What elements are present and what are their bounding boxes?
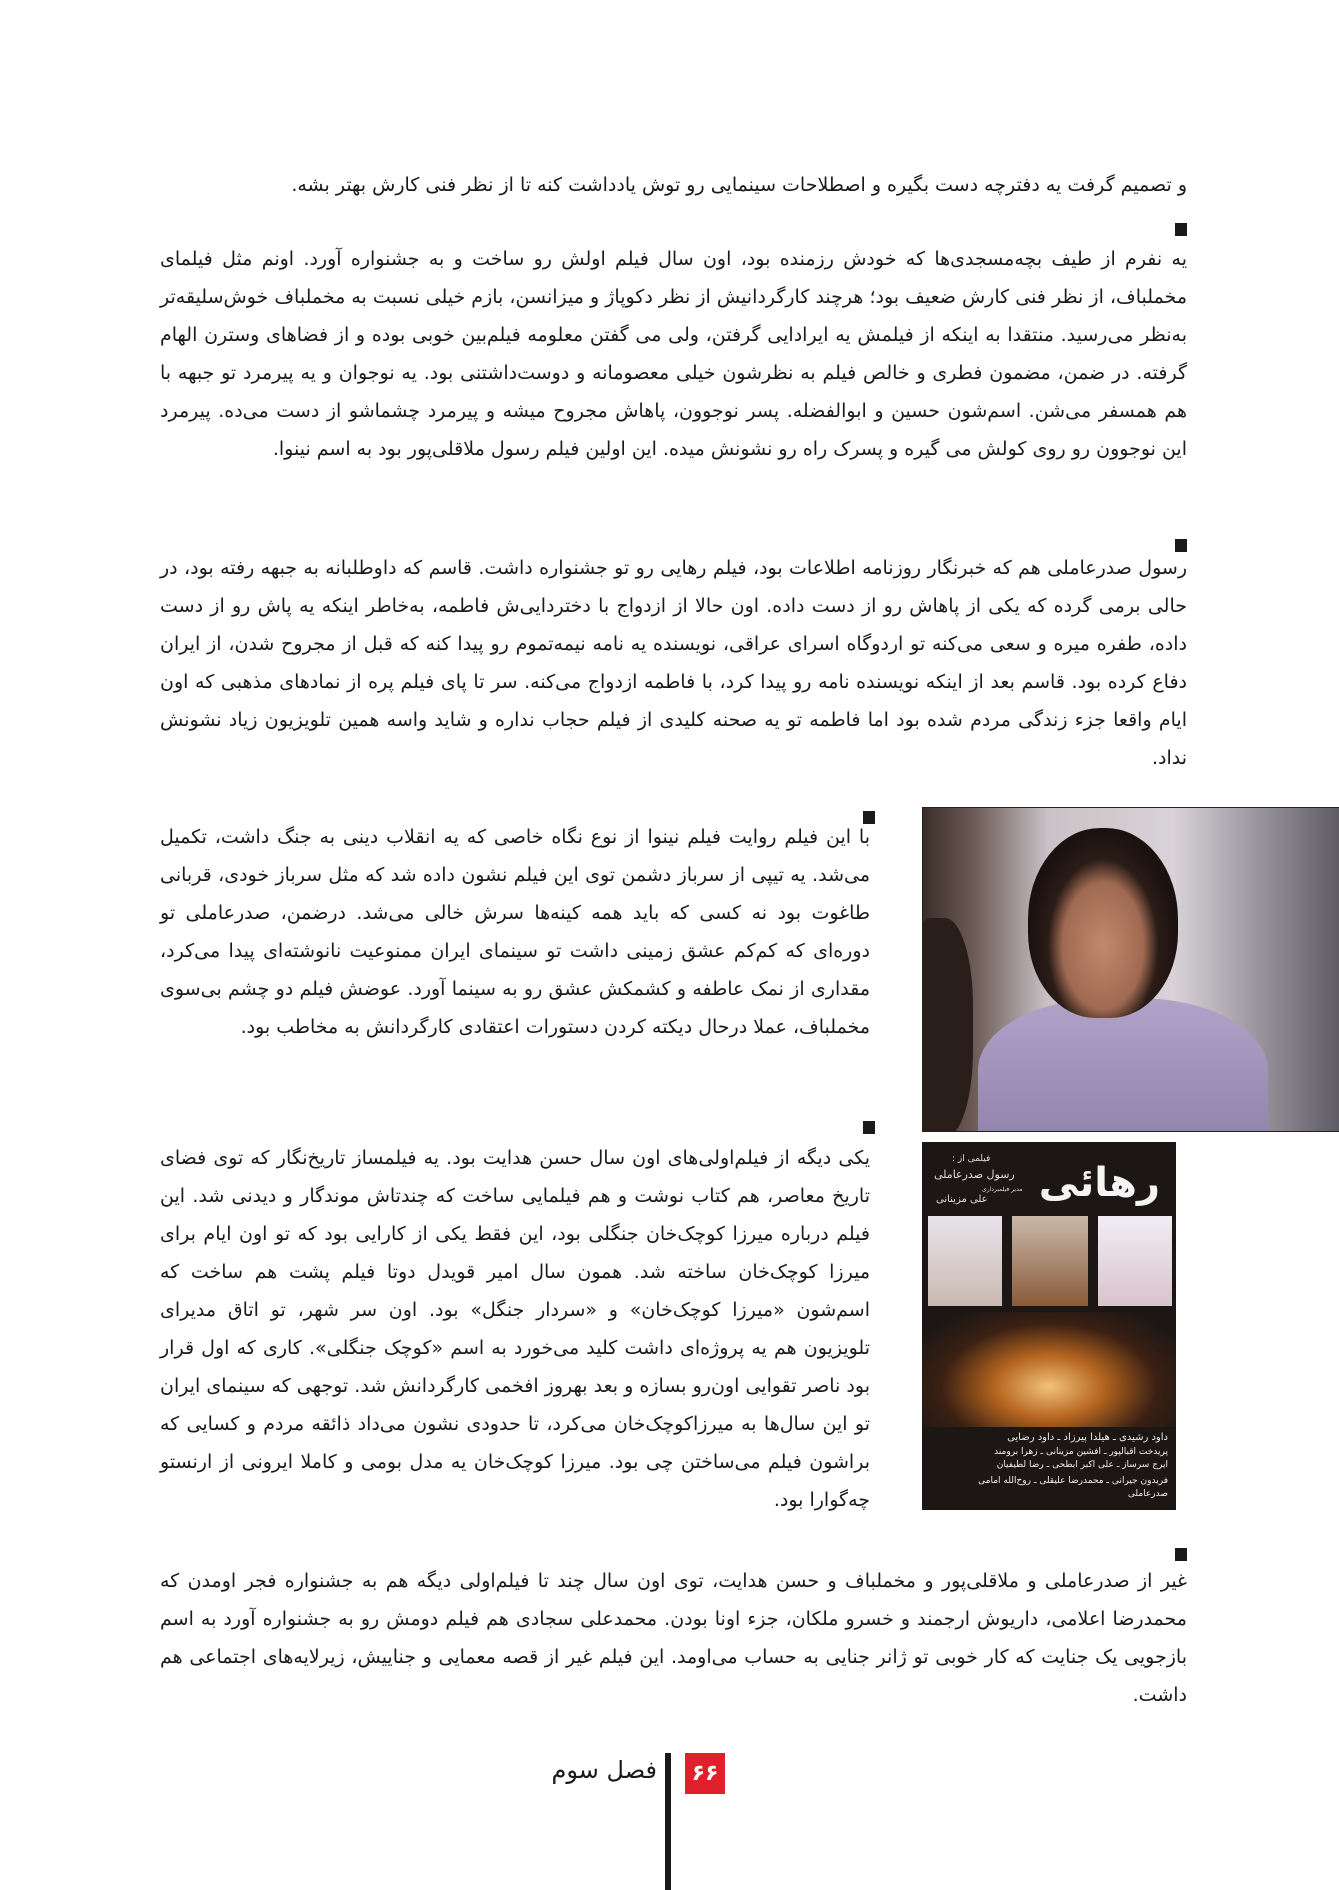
photo-shirt	[978, 998, 1268, 1132]
poster-director: رسول صدرعاملی	[934, 1168, 1015, 1181]
section-bullet	[863, 1121, 875, 1134]
poster-dop: علی مزینانی	[936, 1194, 988, 1205]
page-number: ۶۶	[685, 1753, 725, 1794]
film-poster	[922, 1142, 1176, 1510]
poster-crew: فریدون جیرانی ـ محمدرضا علیقلی ـ روح‌الله امامی	[978, 1476, 1168, 1486]
photo-actor-face	[1028, 828, 1178, 1018]
poster-battle-scene	[922, 1312, 1176, 1427]
paragraph-rahaei: رسول صدرعاملی هم که خبرنگار روزنامه اطلاعات بود، فیلم رهایی رو تو جشنواره داشت. قاسم که داوطلبانه به جبهه رفته بود، در حالی برمی گرده که یکی از پاهاش رو از دست داده. اون حالا از ازدواج با دختردایی‌ش فاطمه، به‌خاطر اینکه یه پاش رو از دست داده، طفره میره و سعی می‌کنه تو اردوگاه اسرای عراقی، نویسنده یه نامه نیمه‌تموم رو پیدا کنه که قبل از مجروح شدن، از ایران دفاع کرده بود. قاسم بعد از اینکه نویسنده نامه رو پیدا کرد، با فاطمه ازدواج می‌کنه. سر تا پای فیلم پره از نمادهای مذهبی که اون ایام واقعا جزء زندگی مردم شده بود اما فاطمه تو یه صحنه کلیدی از فیلم حجاب نداره و شاید واسه همین تلویزیون زیاد نشونش نداد.	[160, 557, 1187, 769]
poster-panel-old-man	[928, 1216, 1002, 1306]
footer-divider	[665, 1753, 671, 1890]
section-bullet	[1175, 223, 1187, 236]
paragraph-hedayat: یکی دیگه از فیلم‌اولی‌های اون سال حسن هدایت بود. یه فیلمساز تاریخ‌نگار که توی فضای تاریخ معاصر، هم کتاب نوشت و هم فیلمایی ساخت که چندتاش موندگار و دیدنی شد. این فیلم درباره میرزا کوچک‌خان جنگلی بود، این فقط یکی از کارایی بود که تو اون ایام برای میرزا کوچک‌خان ساخته شد. همون سال امیر قویدل دوتا فیلم پشت هم ساخت که اسم‌شون «میرزا کوچک‌خان» و «سردار جنگل» بود. اون سر شهر، تو اتاق مدیرای تلویزیون هم یه پروژه‌ای داشت کلید می‌خورد به اسم «کوچک جنگلی». کاری که اول قرار بود ناصر تقوایی اون‌رو بسازه و بعد بهروز افخمی کارگردانش شد. توجهی که سینمای ایران تو این سال‌ها به میرزاکوچک‌خان می‌کرد، تا حدودی نشون می‌داد ذائقه مردم و کسایی که براشون فیلم می‌ساختن چی بود. میرزا کوچک‌خان یه مدل بومی و کاملا ایرونی از ارنستو چه‌گوارا بود.	[160, 1147, 870, 1511]
intro-paragraph: و تصمیم گرفت یه دفترچه دست بگیره و اصطلاحات سینمایی رو توش یادداشت کنه تا از نظر فنی کارش بهتر بشه.	[291, 174, 1187, 196]
poster-cast: ایرج سرساز ـ علی اکبر ابطحی ـ رضا لطیفیان	[996, 1460, 1168, 1470]
poster-panel-woman	[1098, 1216, 1172, 1306]
chapter-title: فصل سوم	[551, 1756, 657, 1784]
film-still-photo	[922, 807, 1339, 1132]
section-bullet	[1175, 1548, 1187, 1561]
poster-cast: پریدخت اقبالپور ـ افشین مزینانی ـ زهرا برومند	[994, 1447, 1168, 1457]
paragraph-others: غیر از صدرعاملی و ملاقلی‌پور و مخملباف و حسن هدایت، توی اون سال چند تا فیلم‌اولی دیگه هم به جشنواره فجر اومدن که محمدرضا اعلامی، داریوش ارجمند و خسرو ملکان، جزء اونا بودن. محمدعلی سجادی هم فیلم دومش رو به جشنواره آورد به اسم بازجویی یک جنایت که کار خوبی تو ژانر جنایی به حساب می‌اومد. این فیلم غیر از قصه معمایی و جناییش، زیرلایه‌های اجتماعی هم داشت.	[160, 1570, 1187, 1706]
paragraph-ninava: یه نفرم از طیف بچه‌مسجدی‌ها که خودش رزمنده بود، اون سال فیلم اولش رو ساخت و به جشنواره آورد. اونم مثل فیلمای مخملباف، از نظر فنی کارش ضعیف بود؛ هرچند کارگردانیش از نظر دکوپاژ و میزانسن، بازم خیلی نسبت به مخملباف خوش‌سلیقه‌تر به‌نظر می‌رسید. منتقدا به اینکه از فیلمش یه ایرادایی گرفتن، ولی می گفتن معلومه فیلم‌بین خوبی بوده و از فضاهای وسترن الهام گرفته. در ضمن، مضمون فطری و خالص فیلم به نظرشون خیلی معصومانه و دوست‌داشتنی بود. یه نوجوان و یه پیرمرد تو جبهه با هم همسفر می‌شن. اسم‌شون حسین و ابوالفضله. پسر نوجوون، پاهاش مجروح میشه و پیرمرد چشماشو از دست می‌ده. پیرمرد این نوجوون رو روی کولش می گیره و پسرک راه رو نشونش میده. این اولین فیلم رسول ملاقلی‌پور بود به اسم نینوا.	[160, 248, 1187, 460]
poster-dop-label: مدیر فیلمبرداری	[982, 1186, 1023, 1193]
poster-crew: صدرعاملی	[1127, 1489, 1168, 1499]
photo-figure-left	[922, 918, 973, 1132]
poster-cast: داود رشیدی ـ هیلدا پیرزاد ـ داود رضایی	[1007, 1432, 1168, 1443]
poster-panel-soldier	[1012, 1216, 1088, 1306]
paragraph-narrative: با این فیلم روایت فیلم نینوا از نوع نگاه خاصی که یه انقلاب دینی به جنگ داشت، تکمیل می‌شد. یه تیپی از سرباز دشمن توی این فیلم نشون داده شد که مثل سرباز خودی، قربانی طاغوت بود نه کسی که باید همه کینه‌ها سرش خالی می‌شد. درضمن، صدرعاملی تو دوره‌ای که کم‌کم عشق زمینی داشت تو سینمای ایران ممنوعیت نانوشته‌ای پیدا می‌کرد، مقداری از نمک عاطفه و کشمکش عشق رو به سینما آورد. عوضش فیلم دو چشم بی‌سوی مخملباف، عملا درحال دیکته کردن دستورات اعتقادی کارگردانش به مخاطب بود.	[160, 826, 870, 1038]
poster-title: رهائی	[1038, 1160, 1160, 1206]
poster-director-label: فیلمی از :	[952, 1154, 991, 1164]
